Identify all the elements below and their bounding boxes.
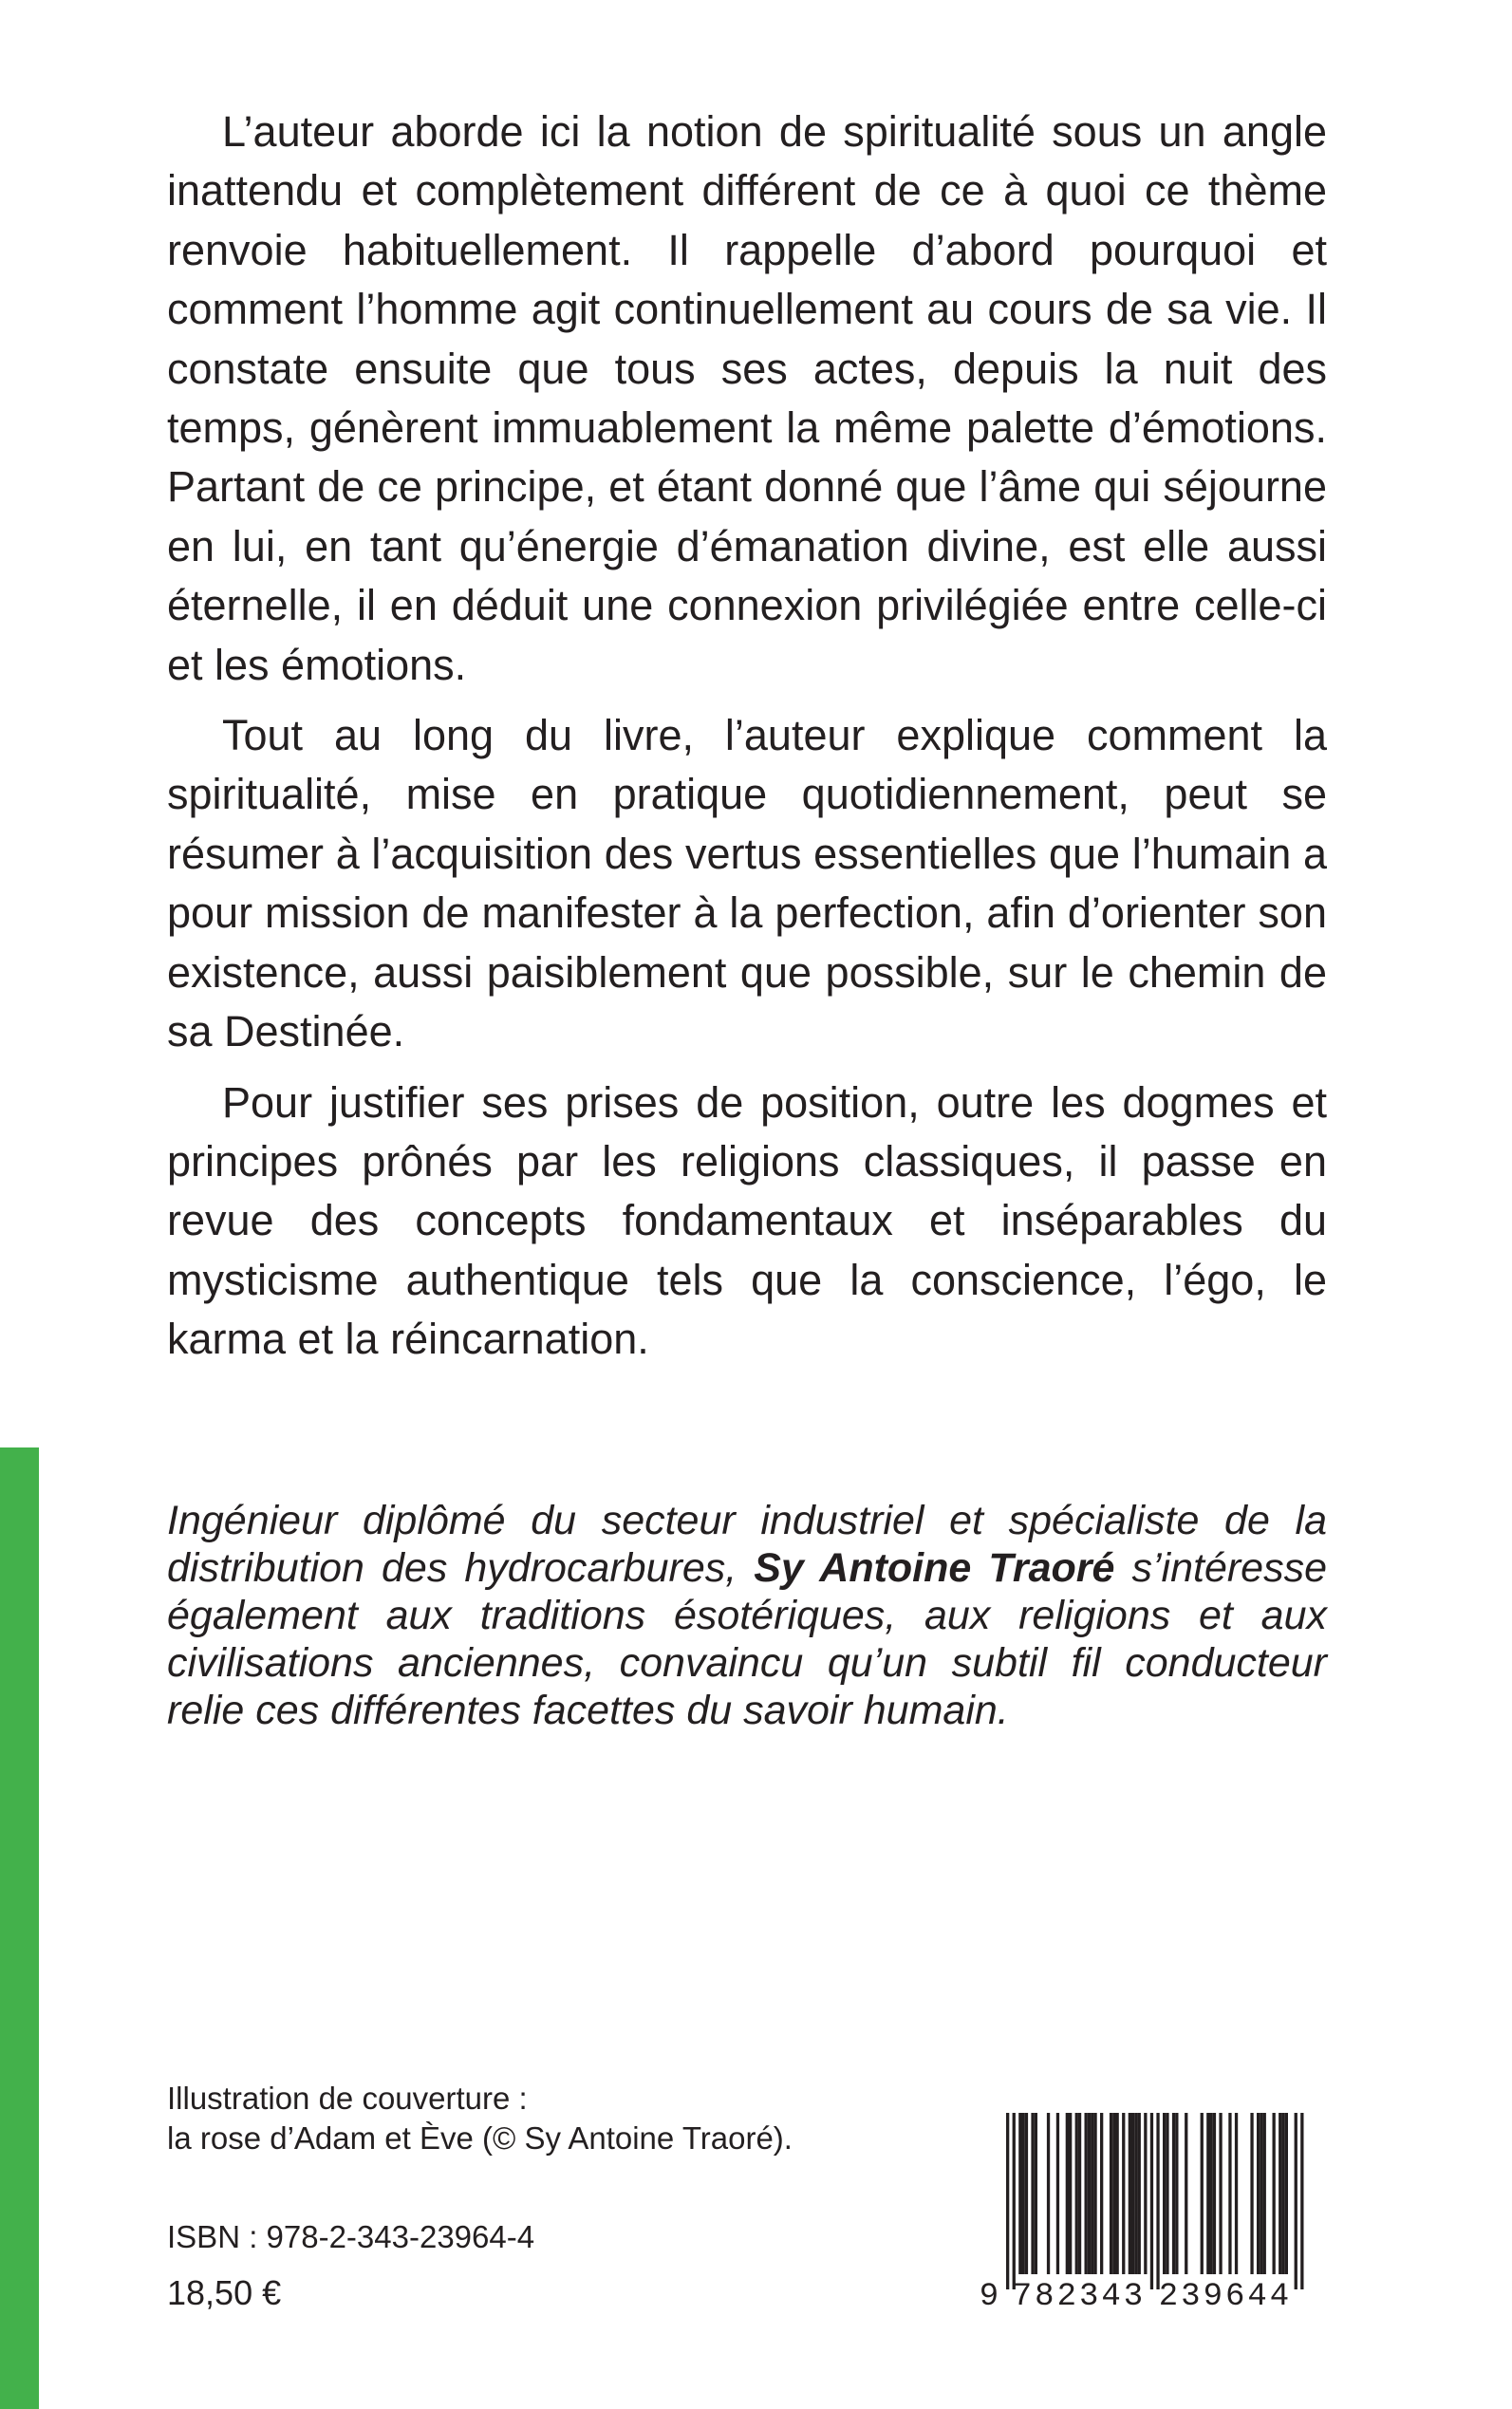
barcode-bar xyxy=(1056,2113,1059,2274)
cover-credits xyxy=(167,2079,793,2158)
barcode-bar xyxy=(1213,2113,1216,2274)
barcode-bar xyxy=(1228,2113,1231,2274)
barcode-bar xyxy=(1300,2113,1303,2289)
barcode-bar xyxy=(1281,2113,1284,2274)
blurb-paragraph-1: L’auteur aborde ici la notion de spiritualité sous un angle inattendu et complètement différent de ce à quoi ce thème renvoie habituellement. Il rappelle d’abord pourquoi et comment l’homme agit continuellement au cours de sa vie. Il constate ensuite que tous ses actes, depuis la nuit des temps, génèrent immuablement la même palette d’émotions. Partant de ce principe, et étant donné que l’âme qui séjourne en lui, en tant qu’énergie d’émanation divine, est elle aussi éternelle, il en déduit une connexion privilégiée entre celle-ci et les émotions. xyxy=(167,107,1327,689)
barcode-bar xyxy=(1129,2113,1131,2274)
isbn-text: ISBN : 978-2-343-23964-4 xyxy=(167,2219,535,2254)
barcode-bar xyxy=(1078,2113,1081,2274)
barcode-bar xyxy=(1206,2113,1209,2274)
barcode-bar xyxy=(1260,2113,1262,2274)
green-side-bar xyxy=(0,1447,39,2409)
barcode-bar xyxy=(1112,2113,1115,2274)
barcode-bar xyxy=(1085,2113,1088,2274)
barcode-bar xyxy=(1022,2113,1025,2274)
barcode-bar xyxy=(1047,2113,1050,2274)
barcode-left-digits: 782343 xyxy=(1012,2279,1147,2310)
barcode-bar xyxy=(1075,2113,1078,2274)
barcode xyxy=(978,2109,1329,2310)
barcode-bar xyxy=(1100,2113,1103,2274)
barcode-bar xyxy=(1185,2113,1187,2274)
barcode-bar xyxy=(1219,2113,1222,2274)
barcode-bar xyxy=(1172,2113,1175,2274)
cover-credits-line-2: la rose d’Adam et Ève (© Sy Antoine Traoré). xyxy=(167,2120,793,2156)
barcode-bar xyxy=(1285,2113,1288,2274)
barcode-bar xyxy=(1134,2113,1137,2274)
barcode-bar xyxy=(1257,2113,1260,2274)
barcode-bar xyxy=(1116,2113,1119,2274)
barcode-bar xyxy=(1279,2113,1281,2274)
barcode-bar xyxy=(1201,2113,1204,2274)
barcode-bar xyxy=(1273,2113,1276,2274)
barcode-bar xyxy=(1235,2113,1238,2274)
barcode-bar xyxy=(1210,2113,1213,2274)
barcode-bar xyxy=(1295,2113,1297,2289)
barcode-bar xyxy=(1250,2113,1253,2274)
barcode-bar xyxy=(1031,2113,1034,2274)
author-bio xyxy=(167,1497,1327,1734)
author-bio-rest: s’intéresse également aux traditions ésotériques, aux religions et aux civilisations anciennes, convaincu qu’un subtil fil conducteur relie ces différentes facettes du savoir humain. xyxy=(167,1545,1328,1733)
barcode-bar xyxy=(1166,2113,1168,2274)
barcode-right-digits: 239644 xyxy=(1158,2279,1293,2310)
blurb-paragraph-3: Pour justifier ses prises de position, outre les dogmes et principes prônés par les religions classiques, il passe en revue des concepts fondamentaux et inséparables du mysticisme authentique tels que la conscience, l’égo, le karma et la réincarnation. xyxy=(167,1077,1327,1364)
barcode-svg xyxy=(978,2109,1329,2310)
author-name: Sy Antoine Traoré xyxy=(754,1545,1115,1591)
barcode-bar xyxy=(1110,2113,1112,2274)
back-cover-blurb xyxy=(167,103,1327,1381)
barcode-bar xyxy=(1156,2113,1159,2289)
barcode-bar xyxy=(1263,2113,1266,2274)
barcode-bar xyxy=(1122,2113,1125,2274)
barcode-bar xyxy=(1035,2113,1037,2274)
barcode-bar xyxy=(1144,2113,1147,2274)
barcode-bar xyxy=(1025,2113,1028,2274)
barcode-bar xyxy=(1066,2113,1069,2274)
barcode-bar xyxy=(1013,2113,1016,2289)
barcode-bar xyxy=(1018,2113,1021,2274)
price-text: 18,50 € xyxy=(167,2273,282,2312)
barcode-bar xyxy=(1093,2113,1096,2274)
barcode-bar xyxy=(1091,2113,1093,2274)
barcode-bar xyxy=(1088,2113,1091,2274)
barcode-bar xyxy=(1138,2113,1141,2274)
barcode-first-digit: 9 xyxy=(979,2279,999,2310)
barcode-bar xyxy=(1069,2113,1072,2274)
blurb-paragraph-2: Tout au long du livre, l’auteur explique comment la spiritualité, mise en pratique quotidiennement, peut se résumer à l’acquisition des vertus essentielles que l’humain a pour mission de manifester à la perfection, afin d’orienter son existence, aussi paisiblement que possible, sur le chemin de sa Destinée. xyxy=(167,711,1327,1056)
author-bio-intro: Ingénieur diplômé du secteur industriel et spécialiste de la distribution des hydrocarbures, xyxy=(167,1498,1327,1591)
cover-credits-line-1: Illustration de couverture : xyxy=(167,2081,528,2116)
barcode-bar xyxy=(1006,2113,1009,2289)
barcode-bar xyxy=(1163,2113,1166,2274)
barcode-bar xyxy=(1150,2113,1153,2289)
barcode-bar xyxy=(1131,2113,1134,2274)
barcode-bar xyxy=(1175,2113,1178,2274)
